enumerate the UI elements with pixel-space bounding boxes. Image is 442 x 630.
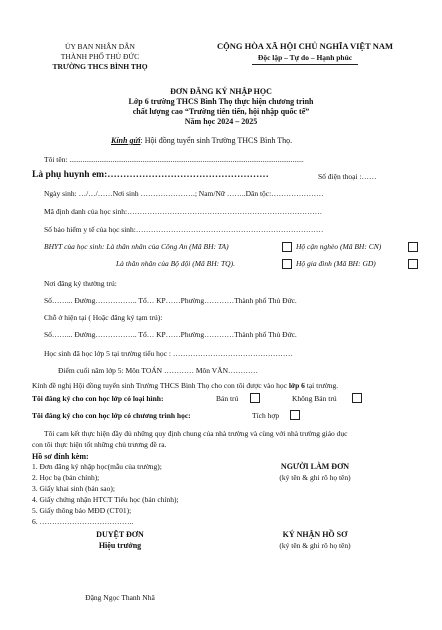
receipt-title: KÝ NHẬN HỒ SƠ bbox=[282, 530, 348, 539]
motto-underline bbox=[252, 64, 358, 65]
signer-note: (ký tên & ghi rõ họ tên) bbox=[279, 473, 351, 482]
request-suffix: tại trường. bbox=[304, 381, 339, 390]
program-label: Tôi đăng ký cho con học lớp có chương trình học: bbox=[32, 411, 191, 420]
bhyt-option-gd: Hộ gia đình (Mã BH: GD) bbox=[296, 259, 376, 268]
attachment-item: 5. Giấy thông báo MĐD (CT01); bbox=[32, 506, 132, 515]
form-subtitle-1: Lớp 6 trường THCS Bình Thọ thực hiện chương trình bbox=[128, 97, 314, 106]
field-ma-dinh-danh[interactable]: Mã định danh của học sinh:…………………………………………………………………… bbox=[44, 207, 323, 216]
receipt-note: (ký tên & ghi rõ họ tên) bbox=[279, 541, 351, 550]
field-bhyt[interactable]: Số bảo hiểm y tế của học sinh:………………………………………………………………… bbox=[44, 225, 324, 234]
field-cho-o[interactable]: Số……... Đường…………….. Tổ… KP……Phường…………Thành phố Thủ Đức. bbox=[44, 330, 297, 339]
signer-title: NGƯỜI LÀM ĐƠN bbox=[280, 462, 350, 471]
form-subtitle-2: chất lượng cao “Trường tiên tiến, hội nhập quốc tế” bbox=[132, 107, 310, 116]
attachment-item: 4. Giấy chứng nhận HTCT Tiểu học (bản chính); bbox=[32, 495, 179, 504]
checkbox-tq[interactable] bbox=[282, 259, 292, 269]
field-tieu-hoc[interactable]: Học sinh đã học lớp 5 tại trường tiểu học : ………………………………………… bbox=[44, 349, 293, 358]
commitment-line-2: con tôi thực hiện tốt những chủ trương đề ra. bbox=[32, 440, 167, 449]
boarding-option-khong-ban-tru: Không Bán trú bbox=[292, 394, 337, 403]
commitment-line-1: Tôi cam kết thực hiện đầy đủ những quy định chung của nhà trường và cùng với nhà trường giáo dục bbox=[44, 429, 348, 438]
field-thuong-tru[interactable]: Số……... Đường…………….. Tổ… KP……Phường…………Thành phố Thủ Đức. bbox=[44, 296, 297, 305]
program-option-tich-hop: Tích hợp bbox=[252, 411, 280, 420]
org-line-1: ỦY BAN NHÂN DÂN bbox=[65, 42, 135, 51]
field-ngay-sinh[interactable]: Ngày sinh: …/…/……Nơi sinh ………………….; Nam/Nữ ……..Dân tộc:………………… bbox=[44, 189, 324, 198]
bhyt-option-cn: Hộ cận nghèo (Mã BH: CN) bbox=[296, 242, 382, 251]
approval-role: Hiệu trưởng bbox=[98, 541, 142, 550]
checkbox-tich-hop[interactable] bbox=[290, 410, 300, 420]
bhyt-option-tq: Là thân nhân của Bộ đội (Mã BH: TQ). bbox=[116, 259, 235, 268]
checkbox-ban-tru[interactable] bbox=[250, 393, 260, 403]
recipient bbox=[111, 136, 292, 145]
form-title: ĐƠN ĐĂNG KÝ NHẬP HỌC bbox=[170, 87, 272, 96]
request-grade: lớp 6 bbox=[288, 381, 305, 390]
attachment-item: 1. Đơn đăng ký nhập học(mẫu của trường); bbox=[32, 462, 162, 471]
attachment-item: 6. ……………………………….. bbox=[32, 517, 134, 526]
boarding-label: Tôi đăng ký cho con học lớp có loại hình: bbox=[32, 394, 164, 403]
school-year: Năm học 2024 – 2025 bbox=[184, 117, 258, 126]
principal-name: Đặng Ngọc Thanh Nhã bbox=[85, 593, 155, 602]
field-phu-huynh[interactable]: Là phụ huynh em:…………………………………………… bbox=[32, 170, 269, 180]
field-toi-ten[interactable]: Tôi tên: ............................................................................................................................. bbox=[44, 155, 304, 164]
checkbox-ta[interactable] bbox=[282, 242, 292, 252]
checkbox-gd[interactable] bbox=[408, 259, 418, 269]
school-name: TRƯỜNG THCS BÌNH THỌ bbox=[52, 62, 148, 71]
bhyt-option-ta: BHYT của học sinh: Là thân nhân của Công An (Mã BH: TA) bbox=[44, 242, 229, 251]
recipient-text: : Hội đồng tuyển sinh Trường THCS Bình Thọ. bbox=[140, 136, 293, 145]
recipient-label: Kính gửi bbox=[111, 136, 141, 145]
org-line-2: THÀNH PHỐ THỦ ĐỨC bbox=[60, 52, 140, 61]
request-prefix: Kính đề nghị Hội đồng tuyển sinh Trường THCS Bình Thọ cho con tôi được vào học bbox=[32, 381, 289, 390]
field-diem-cuoi-nam[interactable]: Điểm cuối năm lớp 5: Môn TOÁN ………… Môn VĂN………… bbox=[58, 366, 259, 375]
approval-title: DUYỆT ĐƠN bbox=[96, 530, 144, 539]
request-text bbox=[32, 381, 338, 390]
attachments-title: Hồ sơ đính kèm: bbox=[32, 452, 89, 461]
thuong-tru-label: Nơi đăng ký thường trú: bbox=[44, 279, 117, 288]
checkbox-cn[interactable] bbox=[408, 242, 418, 252]
attachment-item: 3. Giấy khai sinh (bản sao); bbox=[32, 484, 115, 493]
field-so-dien-thoai[interactable]: Số điện thoại :…… bbox=[318, 172, 377, 181]
nation-title: CỘNG HÒA XÃ HỘI CHỦ NGHĨA VIỆT NAM bbox=[216, 41, 394, 51]
checkbox-khong-ban-tru[interactable] bbox=[352, 393, 362, 403]
boarding-option-ban-tru: Bán trú bbox=[216, 394, 239, 403]
attachment-item: 2. Học bạ (bản chính); bbox=[32, 473, 100, 482]
nation-motto: Độc lập – Tự do – Hạnh phúc bbox=[257, 53, 353, 62]
cho-o-label: Chỗ ở hiện tại ( Hoặc đăng ký tạm trú): bbox=[44, 313, 163, 322]
